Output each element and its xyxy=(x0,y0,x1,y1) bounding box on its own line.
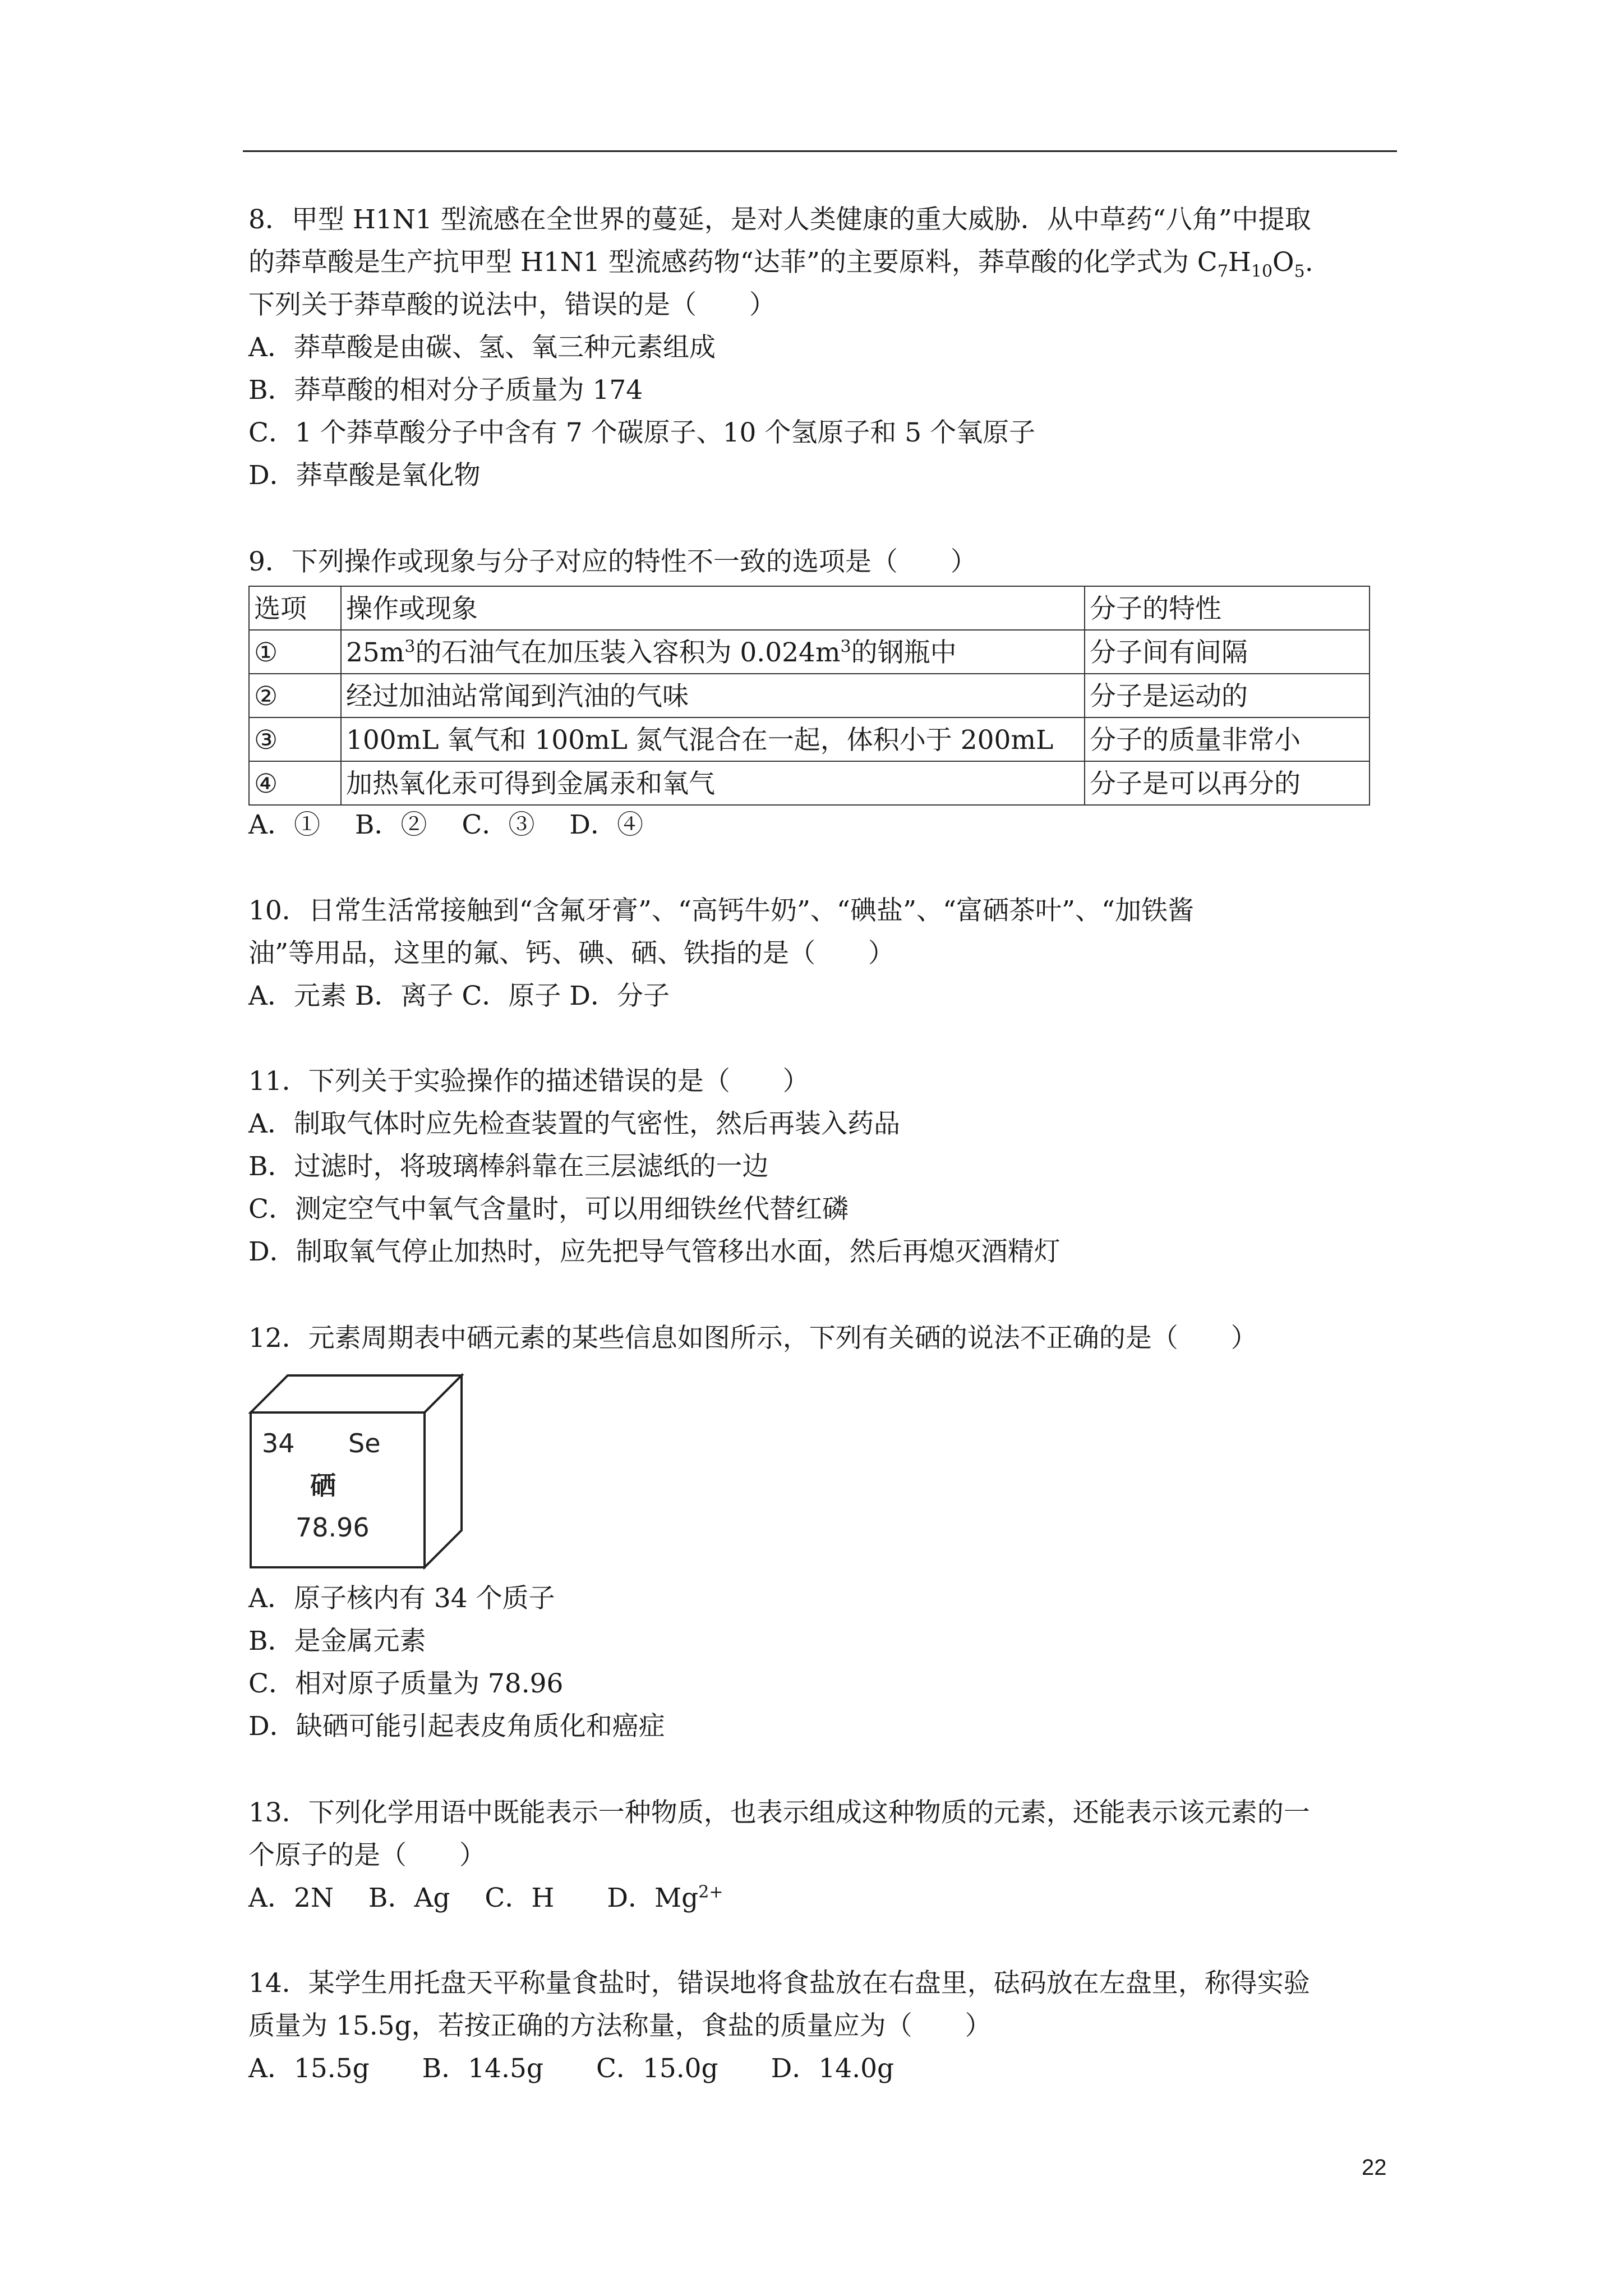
table-header-cell: 分子的特性 xyxy=(1085,586,1370,630)
q13-stem-line2: 个原子的是（ ） xyxy=(248,1840,486,1871)
table-row xyxy=(249,674,1370,717)
table-cell: 分子的质量非常小 xyxy=(1085,717,1370,761)
q8-option-d: D．莽草酸是氧化物 xyxy=(248,460,481,491)
table-row xyxy=(249,761,1370,805)
table-header-cell: 选项 xyxy=(249,586,341,630)
q8-stem-line3: 下列关于莽草酸的说法中，错误的是（ ） xyxy=(248,289,776,320)
page-number: 22 xyxy=(1362,2155,1387,2180)
table-cell: 分子是可以再分的 xyxy=(1085,761,1370,805)
q11-option-d: D．制取氧气停止加热时，应先把导气管移出水面，然后再熄灭酒精灯 xyxy=(248,1236,1061,1267)
table-cell: ② xyxy=(249,674,341,717)
atomic-number: 34 xyxy=(262,1428,295,1458)
table-cell: 加热氧化汞可得到金属汞和氧气 xyxy=(341,761,1085,805)
table-cell: $25m^3$的石油气在加压装入容积为 $0.024m^3$的钢瓶中 xyxy=(341,630,1085,674)
q12-option-d: D．缺硒可能引起表皮角质化和癌症 xyxy=(248,1711,665,1742)
q14-stem-line2: 质量为 15.5g，若按正确的方法称量，食盐的质量应为（ ） xyxy=(248,2010,992,2041)
q13-stem-line1: 13．下列化学用语中既能表示一种物质，也表示组成这种物质的元素，还能表示该元素的一 xyxy=(248,1797,1310,1828)
q11-option-c: C．测定空气中氧气含量时，可以用细铁丝代替红磷 xyxy=(248,1194,849,1225)
element-name: 硒 xyxy=(310,1470,336,1501)
atomic-mass: 78.96 xyxy=(296,1512,370,1543)
table-cell: 100mL 氧气和 100mL 氮气混合在一起，体积小于 200mL xyxy=(341,717,1085,761)
q11-stem: 11．下列关于实验操作的描述错误的是（ ） xyxy=(248,1066,809,1097)
table-cell: ④ xyxy=(249,761,341,805)
q8-option-a: A．莽草酸是由碳、氢、氧三种元素组成 xyxy=(248,332,716,363)
q11-option-a: A．制取气体时应先检查装置的气密性，然后再装入药品 xyxy=(248,1108,900,1139)
q10-stem-line2: 油”等用品，这里的氟、钙、碘、硒、铁指的是（ ） xyxy=(248,938,895,969)
header-rule xyxy=(243,150,1397,152)
q14-options: A．15.5g B．14.5g C．15.0g D．14.0g xyxy=(248,2053,895,2084)
q8-stem-line2: 的莽草酸是生产抗甲型 H1N1 型流感药物“达菲”的主要原料，莽草酸的化学式为 $C_7H_{10}O_5$. xyxy=(248,247,1313,282)
q8-option-c: C．1 个莽草酸分子中含有 7 个碳原子、10 个氢原子和 5 个氧原子 xyxy=(248,417,1036,448)
q13-options: A．2N B．Ag C．H D．$Mg^{2+}$ xyxy=(248,1882,723,1913)
q12-stem: 12．元素周期表中硒元素的某些信息如图所示，下列有关硒的说法不正确的是（ ） xyxy=(248,1323,1257,1354)
q9-table xyxy=(248,586,1370,806)
selenium-element-cube xyxy=(248,1373,467,1570)
q9-options: A．① B．② C．③ D．④ xyxy=(248,809,643,840)
q11-option-b: B．过滤时，将玻璃棒斜靠在三层滤纸的一边 xyxy=(248,1151,769,1182)
table-cell: ③ xyxy=(249,717,341,761)
table-cell: 经过加油站常闻到汽油的气味 xyxy=(341,674,1085,717)
table-header-row xyxy=(249,586,1370,630)
table-row xyxy=(249,717,1370,761)
element-symbol: Se xyxy=(348,1428,381,1458)
q9-stem: 9．下列操作或现象与分子对应的特性不一致的选项是（ ） xyxy=(248,546,977,577)
q12-option-a: A．原子核内有 34 个质子 xyxy=(248,1583,555,1614)
q14-stem-line1: 14．某学生用托盘天平称量食盐时，错误地将食盐放在右盘里，砝码放在左盘里，称得实验 xyxy=(248,1968,1310,1999)
q8-option-b: B．莽草酸的相对分子质量为 174 xyxy=(248,375,643,406)
table-header-cell: 操作或现象 xyxy=(341,586,1085,630)
q8-stem-line1: 8．甲型 H1N1 型流感在全世界的蔓延，是对人类健康的重大威胁．从中草药“八角”中提取 xyxy=(248,204,1311,235)
q12-option-b: B．是金属元素 xyxy=(248,1626,426,1657)
table-cell: 分子是运动的 xyxy=(1085,674,1370,717)
table-row xyxy=(249,630,1370,674)
table-cell: ① xyxy=(249,630,341,674)
q12-option-c: C．相对原子质量为 78.96 xyxy=(248,1668,564,1699)
table-cell: 分子间有间隔 xyxy=(1085,630,1370,674)
q10-stem-line1: 10．日常生活常接触到“含氟牙膏”、“高钙牛奶”、“碘盐”、“富硒茶叶”、“加铁酱 xyxy=(248,895,1195,926)
q10-options: A．元素 B．离子 C．原子 D．分子 xyxy=(248,981,670,1011)
